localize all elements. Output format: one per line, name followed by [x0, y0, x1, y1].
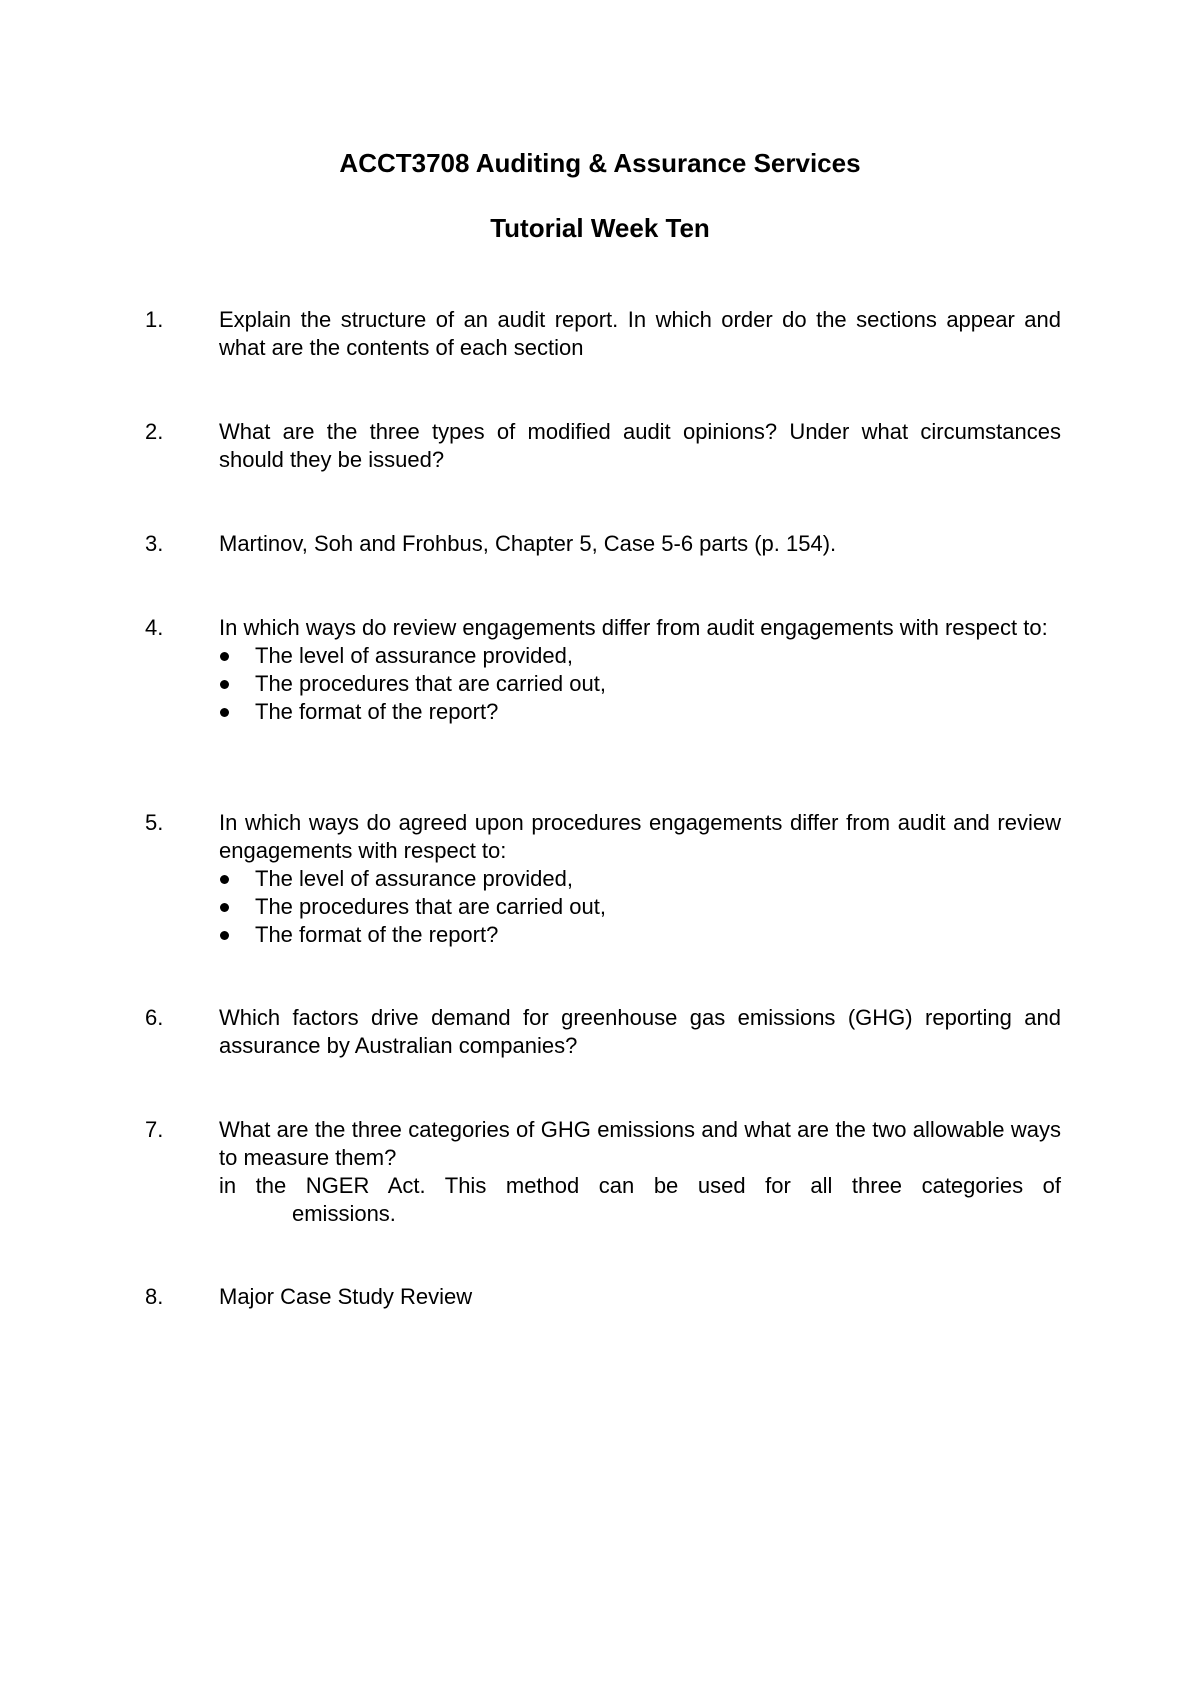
question-text: What are the three types of modified audit opinions? Under what circumstances should they be issued? — [219, 419, 1061, 472]
bullet-text: The format of the report? — [255, 922, 499, 947]
bullet-text: The procedures that are carried out, — [255, 671, 606, 696]
question-number: 6. — [145, 1005, 164, 1030]
question-continuation-indented: emissions. — [292, 1201, 396, 1226]
question-text: Martinov, Soh and Frohbus, Chapter 5, Case 5-6 parts (p. 154). — [219, 531, 837, 556]
question-number: 2. — [145, 419, 164, 444]
question-text: Major Case Study Review — [219, 1284, 473, 1309]
document-title: ACCT3708 Auditing & Assurance Services — [339, 148, 861, 178]
question-text: What are the three categories of GHG emissions and what are the two allowable ways to measure them? — [219, 1117, 1061, 1170]
question-continuation: in the NGER Act. This method can be used for all three categories of — [219, 1173, 1061, 1198]
bullet-list — [219, 642, 1061, 726]
bullet-text: The procedures that are carried out, — [255, 894, 606, 919]
question-text: Explain the structure of an audit report. In which order do the sections appear and what are the contents of each section — [219, 307, 1061, 360]
question-number: 4. — [145, 615, 164, 640]
bullet-text: The level of assurance provided, — [255, 643, 573, 668]
bullet-list — [219, 865, 1061, 949]
bullet-icon — [220, 708, 229, 717]
question-text: In which ways do review engagements differ from audit engagements with respect to: — [219, 615, 1048, 640]
question-number: 8. — [145, 1284, 164, 1309]
bullet-item — [219, 642, 1061, 670]
question-number: 5. — [145, 810, 164, 835]
bullet-icon — [220, 875, 229, 884]
bullet-item — [219, 921, 1061, 949]
bullet-icon — [220, 931, 229, 940]
bullet-text: The level of assurance provided, — [255, 866, 573, 891]
bullet-item — [219, 865, 1061, 893]
question-text: In which ways do agreed upon procedures engagements differ from audit and review engagements with respect to: — [219, 810, 1061, 863]
bullet-item — [219, 893, 1061, 921]
document-subtitle: Tutorial Week Ten — [490, 213, 710, 243]
bullet-item — [219, 698, 1061, 726]
question-number: 1. — [145, 307, 164, 332]
bullet-text: The format of the report? — [255, 699, 499, 724]
bullet-icon — [220, 680, 229, 689]
bullet-icon — [220, 903, 229, 912]
bullet-item — [219, 670, 1061, 698]
question-number: 3. — [145, 531, 164, 556]
bullet-icon — [220, 652, 229, 661]
question-number: 7. — [145, 1117, 164, 1142]
question-text: Which factors drive demand for greenhouse gas emissions (GHG) reporting and assurance by Australian companies? — [219, 1005, 1061, 1058]
